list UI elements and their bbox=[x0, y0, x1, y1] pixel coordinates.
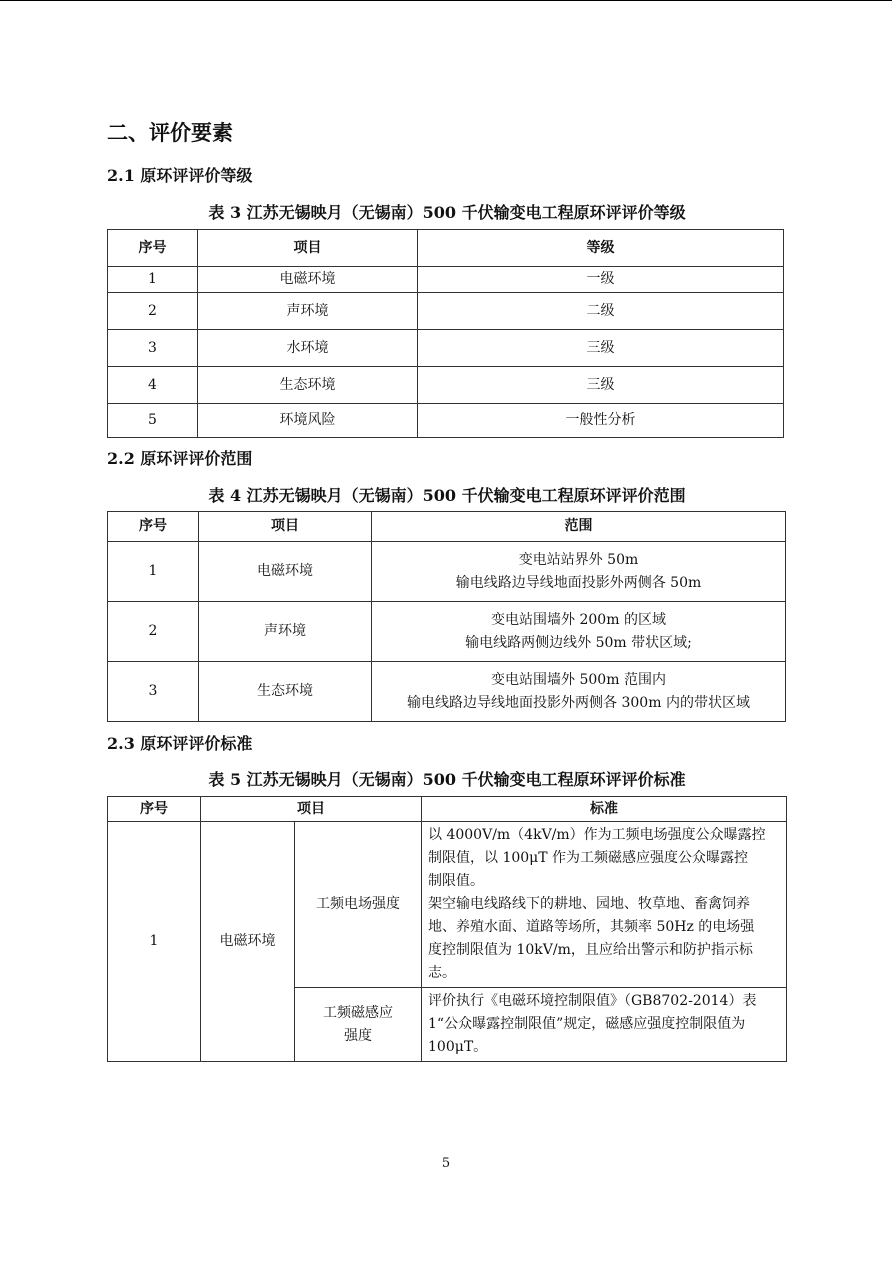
standard-line: 评价执行《电磁环境控制限值》（GB8702-2014）表 bbox=[428, 993, 757, 1009]
cell-range bbox=[372, 662, 786, 722]
cell-item: 电磁环境 bbox=[199, 542, 372, 602]
standard-line: 度控制限值为 10kV/m，且应给出警示和防护指示标 bbox=[428, 942, 753, 958]
table-header: 范围 bbox=[372, 512, 786, 542]
table-header: 序号 bbox=[108, 797, 201, 822]
standard-line: 架空输电线路线下的耕地、园地、牧草地、畜禽饲养 bbox=[428, 896, 750, 912]
table-row bbox=[108, 267, 784, 293]
table-3-caption: 表 3 江苏无锡映月（无锡南）500 千伏输变电工程原环评评价等级 bbox=[208, 203, 686, 222]
cell-level: 三级 bbox=[418, 330, 784, 367]
cell-item: 声环境 bbox=[198, 293, 418, 330]
cell-index: 1 bbox=[108, 267, 198, 293]
item-name-line: 强度 bbox=[344, 1027, 372, 1044]
top-border-line bbox=[0, 0, 892, 1]
standard-line: 制限值。 bbox=[428, 873, 484, 889]
cell-item: 声环境 bbox=[199, 602, 372, 662]
cell-range bbox=[372, 542, 786, 602]
cell-level: 三级 bbox=[418, 367, 784, 404]
table-row bbox=[108, 404, 784, 438]
standard-line: 志。 bbox=[428, 965, 456, 981]
table-row bbox=[108, 367, 784, 404]
range-line: 输电线路边导线地面投影外两侧各 50m bbox=[455, 574, 702, 591]
cell-level: 一般性分析 bbox=[418, 404, 784, 438]
cell-index: 3 bbox=[108, 662, 199, 722]
table-row bbox=[108, 662, 786, 722]
standard-line: 1“公众曝露控制限值”规定，磁感应强度控制限值为 bbox=[428, 1016, 746, 1032]
table-row bbox=[108, 822, 787, 988]
table-4-caption: 表 4 江苏无锡映月（无锡南）500 千伏输变电工程原环评评价范围 bbox=[208, 486, 686, 505]
cell-standard-item: 工频电场强度 bbox=[295, 822, 422, 988]
table-header: 等级 bbox=[418, 230, 784, 267]
cell-standard-text bbox=[422, 822, 787, 988]
cell-item: 环境风险 bbox=[198, 404, 418, 438]
table-row bbox=[108, 602, 786, 662]
cell-index: 1 bbox=[108, 822, 201, 1062]
cell-item: 生态环境 bbox=[199, 662, 372, 722]
cell-item: 生态环境 bbox=[198, 367, 418, 404]
section-heading: 二、评价要素 bbox=[107, 120, 233, 145]
cell-item: 水环境 bbox=[198, 330, 418, 367]
section-2-1-title: 2.1 原环评评价等级 bbox=[107, 166, 253, 185]
section-2-2-title: 2.2 原环评评价范围 bbox=[107, 449, 253, 468]
table-4 bbox=[107, 511, 786, 722]
cell-level: 一级 bbox=[418, 267, 784, 293]
table-3 bbox=[107, 229, 784, 438]
table-header: 项目 bbox=[199, 512, 372, 542]
table-header: 序号 bbox=[108, 230, 198, 267]
cell-category: 电磁环境 bbox=[201, 822, 295, 1062]
page-number: 5 bbox=[441, 1156, 451, 1171]
cell-level: 二级 bbox=[418, 293, 784, 330]
table-row bbox=[108, 293, 784, 330]
table-5-caption: 表 5 江苏无锡映月（无锡南）500 千伏输变电工程原环评评价标准 bbox=[208, 770, 686, 789]
cell-index: 5 bbox=[108, 404, 198, 438]
table-header: 项目 bbox=[201, 797, 422, 822]
table-header: 序号 bbox=[108, 512, 199, 542]
table-5 bbox=[107, 796, 787, 1062]
range-line: 变电站围墙外 200m 的区域 bbox=[491, 611, 666, 628]
table-header: 标准 bbox=[422, 797, 787, 822]
range-line: 输电线路边导线地面投影外两侧各 300m 内的带状区域 bbox=[407, 694, 750, 711]
cell-item: 电磁环境 bbox=[198, 267, 418, 293]
range-line: 输电线路两侧边线外 50m 带状区域; bbox=[465, 634, 692, 651]
table-row bbox=[108, 330, 784, 367]
section-2-3-title: 2.3 原环评评价标准 bbox=[107, 734, 253, 753]
cell-index: 4 bbox=[108, 367, 198, 404]
cell-standard-text bbox=[422, 988, 787, 1062]
standard-line: 以 4000V/m（4kV/m）作为工频电场强度公众曝露控 bbox=[428, 827, 766, 843]
table-header: 项目 bbox=[198, 230, 418, 267]
range-line: 变电站围墙外 500m 范围内 bbox=[491, 671, 666, 688]
cell-range bbox=[372, 602, 786, 662]
cell-standard-item bbox=[295, 988, 422, 1062]
standard-line: 制限值，以 100μT 作为工频磁感应强度公众曝露控 bbox=[428, 850, 749, 866]
cell-index: 2 bbox=[108, 602, 199, 662]
table-row bbox=[108, 542, 786, 602]
standard-line: 100μT。 bbox=[428, 1039, 488, 1055]
cell-index: 1 bbox=[108, 542, 199, 602]
cell-index: 2 bbox=[108, 293, 198, 330]
standard-line: 地、养殖水面、道路等场所，其频率 50Hz 的电场强 bbox=[428, 919, 755, 935]
cell-index: 3 bbox=[108, 330, 198, 367]
item-name-line: 工频磁感应 bbox=[323, 1004, 393, 1021]
range-line: 变电站站界外 50m bbox=[518, 551, 639, 568]
